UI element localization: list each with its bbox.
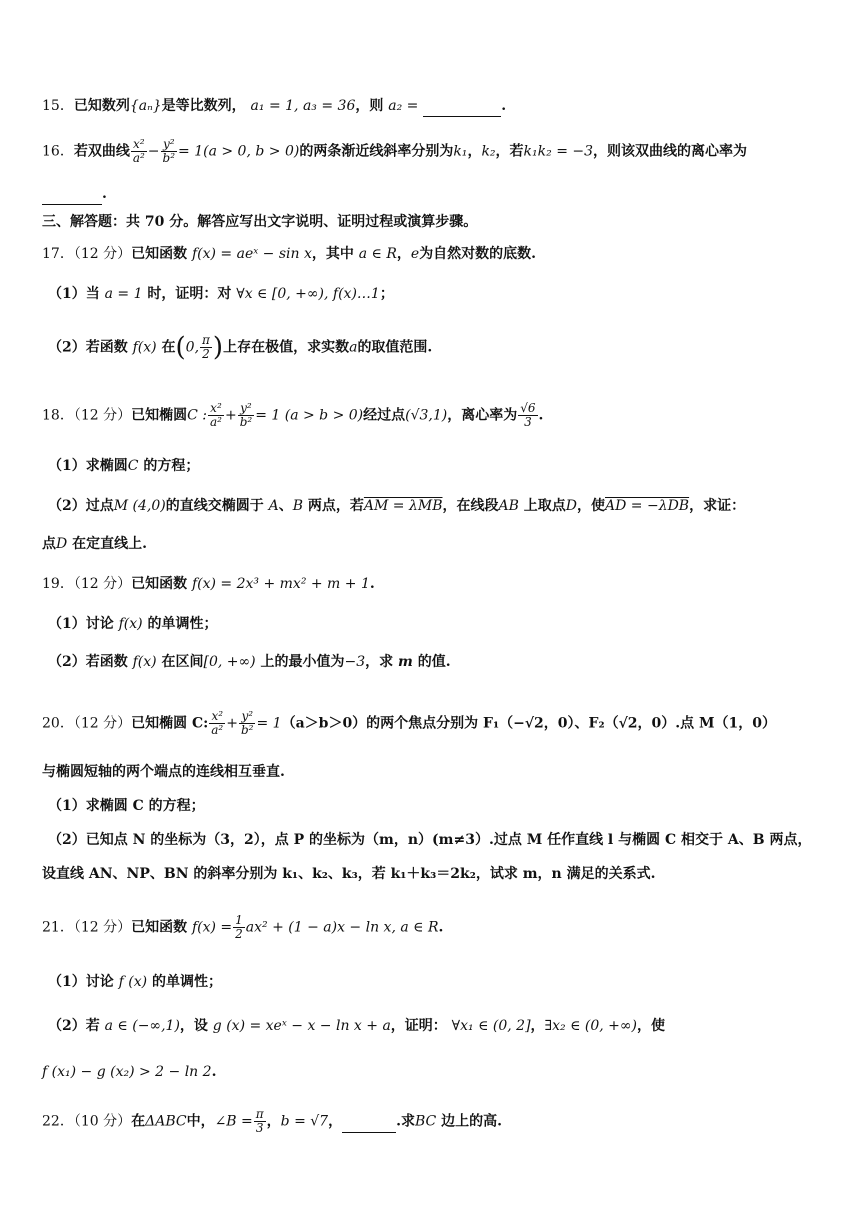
answer-blank[interactable] (42, 184, 102, 205)
problem-18-sub1 (48, 456, 199, 476)
problem-20-sub1: （1）求椭圆 C 的方程； (48, 798, 205, 814)
problem-16-k2: k₂ (481, 143, 496, 160)
problem-17 (42, 244, 838, 264)
problem-16-eq: = 1(a > 0, b > 0) (178, 143, 300, 160)
sub1-label: （1）讨论 (48, 616, 114, 632)
problem-20-text-b: （a＞b＞0）的两个焦点分别为 F₁（−√2，0）、F₂（√2，0）.点 M（1，0） (281, 715, 777, 732)
problem-16-cond: k₁k₂ = −3 (523, 143, 594, 160)
denominator: b² (162, 151, 176, 165)
problem-17-sub1 (48, 284, 394, 304)
sub2-text-a: 的直线交椭圆于 (165, 498, 264, 514)
line2-a: 点 (42, 536, 56, 552)
numerator: y² (239, 710, 256, 724)
problem-16-text-d: ，则该双曲线的离心率为 (593, 143, 748, 160)
sub2-func: f(x) (132, 654, 157, 670)
sub1-func: f(x) (118, 616, 143, 632)
problem-18-end: . (538, 407, 544, 424)
denominator: b² (239, 415, 253, 429)
problem-16-end: . (102, 186, 107, 202)
problem-17-func: f(x) = aeˣ − sin x (191, 246, 312, 262)
problem-20-number: 20． (42, 715, 74, 732)
sub2-line2: f (x₁) − g (x₂) > 2 − ln 2 (42, 1064, 212, 1080)
problem-15-text-a: 已知数列 (73, 98, 130, 114)
denominator: a² (211, 723, 224, 737)
sub2-label: （2）若函数 (48, 339, 128, 356)
sub2-interval: [0, +∞) (203, 654, 256, 670)
sub1-text: 的单调性； (151, 974, 222, 990)
problem-18-score: （12 分） (73, 407, 132, 424)
sub2-text-c: ，在线段 (442, 498, 499, 514)
sub2-AB: AB (498, 498, 519, 514)
sub2-text-b: 两点，若 (307, 498, 364, 514)
problem-18-eq: = 1 (a > b > 0) (255, 407, 364, 424)
problem-19-score: （12 分） (73, 576, 132, 592)
problem-21-score: （12 分） (73, 919, 132, 936)
sub2-point: M (4,0) (113, 498, 166, 514)
problem-18-sub2 (48, 496, 745, 516)
sub2-text-c: 的取值范围. (357, 339, 433, 356)
problem-22-text-d: ， (328, 1113, 343, 1130)
sub2-text-a: ，设 (179, 1018, 208, 1034)
ellipse-label: C : (187, 407, 207, 424)
problem-15-ask: a₂ = (388, 98, 419, 114)
problem-21-end: . (438, 919, 444, 936)
sub2-vec1: AM = λMB (363, 498, 443, 514)
sub1-text: 的单调性； (147, 616, 218, 632)
sub1-label: （1）讨论 (48, 974, 114, 990)
sub1-func: f (x) (118, 974, 148, 990)
sub2-text-b: ，证明： (390, 1018, 447, 1034)
problem-17-sub2 (48, 334, 432, 361)
problem-18-text-c: ，离心率为 (447, 407, 518, 424)
sub1-text: 的方程； (143, 458, 200, 474)
sub2-text-d: 的值. (417, 654, 451, 670)
problem-15 (42, 96, 838, 117)
fraction (518, 402, 537, 429)
problem-21-sub2 (48, 1016, 665, 1036)
minus-sign: − (147, 143, 160, 160)
right-paren: ) (212, 332, 224, 363)
problem-16-text-a: 若双曲线 (73, 143, 130, 160)
sub2-val: −3 (344, 654, 366, 670)
problem-15-cond: a₁ = 1, a₃ = 36 (250, 98, 356, 114)
sub2-q2: ∃x₂ ∈ (0, +∞) (544, 1018, 638, 1034)
sub1-var: C (127, 458, 139, 474)
problem-17-text-a: 已知函数 (131, 246, 188, 262)
fraction (208, 402, 224, 429)
problem-18-text-a: 已知椭圆 (131, 407, 188, 424)
problem-16-comma: ， (467, 143, 482, 160)
sub2-text-b: 上的最小值为 (260, 654, 345, 670)
problem-22-number: 22． (42, 1113, 74, 1130)
denominator: 2 (235, 927, 243, 941)
numerator: π (202, 333, 210, 347)
sub2-label: （2）若 (48, 1018, 100, 1034)
fraction (233, 914, 245, 941)
denominator: b² (240, 723, 254, 737)
fraction (200, 334, 212, 361)
problem-19-number: 19． (42, 576, 74, 592)
sub2-text-c: ，求 (365, 654, 394, 670)
problem-20-eq: = 1 (256, 715, 282, 732)
answer-blank[interactable] (423, 96, 501, 117)
problem-22-b: b = √7 (280, 1113, 329, 1130)
sub2-end: . (211, 1064, 217, 1080)
sub2-sep: 、 (278, 498, 293, 514)
problem-16-k1: k₁ (453, 143, 468, 160)
problem-16 (42, 138, 838, 165)
problem-19 (42, 574, 838, 594)
problem-19-func: f(x) = 2x³ + mx² + m + 1 (191, 576, 370, 592)
problem-22-score: （10 分） (73, 1113, 132, 1130)
sub2-q1: ∀x₁ ∈ (0, 2] (451, 1018, 531, 1034)
sub2-m: m (398, 654, 413, 670)
problem-15-seq: {aₙ} (129, 98, 162, 114)
sub2-var: a (349, 339, 358, 356)
sub1-cond: a = 1 (104, 286, 143, 302)
left-paren: ( (175, 332, 186, 363)
problem-17-score: （12 分） (73, 246, 132, 262)
problem-21-func-b: ax² + (1 − a)x − ln x, a ∈ R (245, 919, 439, 936)
interval-left: 0, (185, 339, 200, 356)
numerator: y² (238, 402, 255, 416)
fraction (161, 138, 178, 165)
numerator: x² (209, 710, 225, 724)
sub2-text-b: 上存在极值，求实数 (223, 339, 350, 356)
numerator: √6 (520, 401, 536, 415)
sub2-text-d: ，使 (637, 1018, 666, 1034)
problem-19-text-a: 已知函数 (131, 576, 188, 592)
denominator: 3 (255, 1121, 264, 1135)
numerator: y² (161, 138, 178, 152)
sub2-label: （2）若函数 (48, 654, 128, 670)
problem-22-text-b: 中， (186, 1113, 215, 1130)
problem-17-text-c: ， (396, 246, 411, 262)
sub2-text-c: ， (530, 1018, 545, 1034)
problem-15-number: 15． (42, 98, 74, 114)
sub2-func: g (x) = xeˣ − x − ln x + a (212, 1018, 391, 1034)
numerator: x² (208, 402, 224, 416)
sub2-text-e: ，使 (577, 498, 605, 514)
problem-16-text-b: 的两条渐近线斜率分别为 (299, 143, 454, 160)
numerator: π (255, 1107, 264, 1121)
problem-21-text-a: 已知函数 (131, 919, 188, 936)
problem-21 (42, 914, 838, 941)
sub1-text: 时，证明：对 (147, 286, 232, 302)
problem-18-number: 18． (42, 407, 74, 424)
denominator: a² (132, 151, 145, 165)
sub2-text-a: 在区间 (161, 654, 204, 670)
fraction (254, 1108, 266, 1135)
problem-17-text-d: 为自然对数的底数. (419, 246, 537, 262)
numerator: x² (131, 138, 147, 152)
sub2-text-f: ，求证： (689, 498, 746, 514)
sub2-vec2: AD = −λDB (605, 498, 690, 514)
problem-22-BC: BC (414, 1113, 437, 1130)
fraction (209, 710, 225, 737)
sub2-B: B (292, 498, 304, 514)
sub1-label: （1）求椭圆 (48, 458, 128, 474)
problem-22-angle: ∠B = (214, 1113, 253, 1130)
denominator: 2 (202, 347, 210, 361)
plus-sign: + (226, 715, 238, 732)
problem-22-tri: ΔABC (145, 1113, 187, 1130)
sub2-func: f(x) (132, 339, 157, 356)
fraction (238, 402, 255, 429)
problem-17-e: e (410, 246, 420, 262)
problem-16-line2 (42, 184, 838, 205)
fraction (239, 710, 256, 737)
problem-21-sub2-line2 (42, 1062, 838, 1082)
problem-22 (42, 1108, 838, 1135)
sub2-A: A (268, 498, 279, 514)
problem-22-text-c: ， (266, 1113, 281, 1130)
sub2-cond: a ∈ (−∞,1) (104, 1018, 180, 1034)
problem-18-sub2-line2 (42, 534, 838, 554)
problem-15-text-c: ，则 (355, 98, 384, 114)
numerator: 1 (235, 913, 243, 927)
sub2-label: （2）过点 (48, 498, 114, 514)
sub1-label: （1）当 (48, 286, 100, 302)
sub2-D: D (565, 498, 577, 514)
problem-17-number: 17． (42, 246, 74, 262)
problem-16-text-c: ，若 (495, 143, 524, 160)
problem-20 (42, 710, 838, 737)
problem-21-func-a: f(x) = (191, 919, 233, 936)
problem-18-point: (√3,1) (405, 407, 448, 424)
problem-22-text-e: .求 (396, 1113, 415, 1130)
problem-22-text-f: 边上的高. (441, 1113, 502, 1130)
problem-20-score: （12 分） (73, 715, 132, 732)
problem-20-sub2-line1: （2）已知点 N 的坐标为（3，2），点 P 的坐标为（m，n）(m≠3）.过点 M 任作直线 l 与椭圆 C 相交于 A、B 两点， (48, 832, 812, 848)
problem-18-text-b: 经过点 (363, 407, 406, 424)
answer-blank[interactable] (342, 1112, 396, 1133)
sub1-end: ； (379, 286, 394, 302)
fraction (131, 138, 147, 165)
line2-D: D (56, 536, 68, 552)
sub2-text-a: 在 (161, 339, 176, 356)
denominator: a² (209, 415, 222, 429)
plus-sign: + (224, 407, 237, 424)
problem-19-sub1 (48, 614, 218, 634)
problem-16-number: 16． (42, 143, 74, 160)
denominator: 3 (524, 415, 532, 429)
problem-21-sub1 (48, 972, 222, 992)
problem-20-line2: 与椭圆短轴的两个端点的连线相互垂直. (42, 764, 285, 780)
problem-19-sub2 (48, 652, 451, 672)
problem-15-text-b: 是等比数列， (161, 98, 246, 114)
problem-18 (42, 402, 838, 429)
sub2-text-d: 上取点 (523, 498, 566, 514)
problem-22-text-a: 在 (131, 1113, 146, 1130)
problem-17-text-b: ，其中 (311, 246, 354, 262)
problem-19-end: . (369, 576, 375, 592)
line2-b: 在定直线上. (72, 536, 147, 552)
problem-20-sub2-line2: 设直线 AN、NP、BN 的斜率分别为 k₁、k₂、k₃，若 k₁＋k₃＝2k₂，试求 m，n 满足的关系式. (42, 866, 656, 882)
sub1-math: ∀x ∈ [0, +∞), f(x)…1 (236, 286, 380, 302)
problem-15-end: . (501, 98, 507, 114)
problem-20-text-a: 已知椭圆 C: (131, 715, 209, 732)
problem-17-cond: a ∈ R (358, 246, 397, 262)
problem-21-number: 21． (42, 919, 74, 936)
section-3-title: 三、解答题：共 70 分。解答应写出文字说明、证明过程或演算步骤。 (42, 214, 478, 230)
